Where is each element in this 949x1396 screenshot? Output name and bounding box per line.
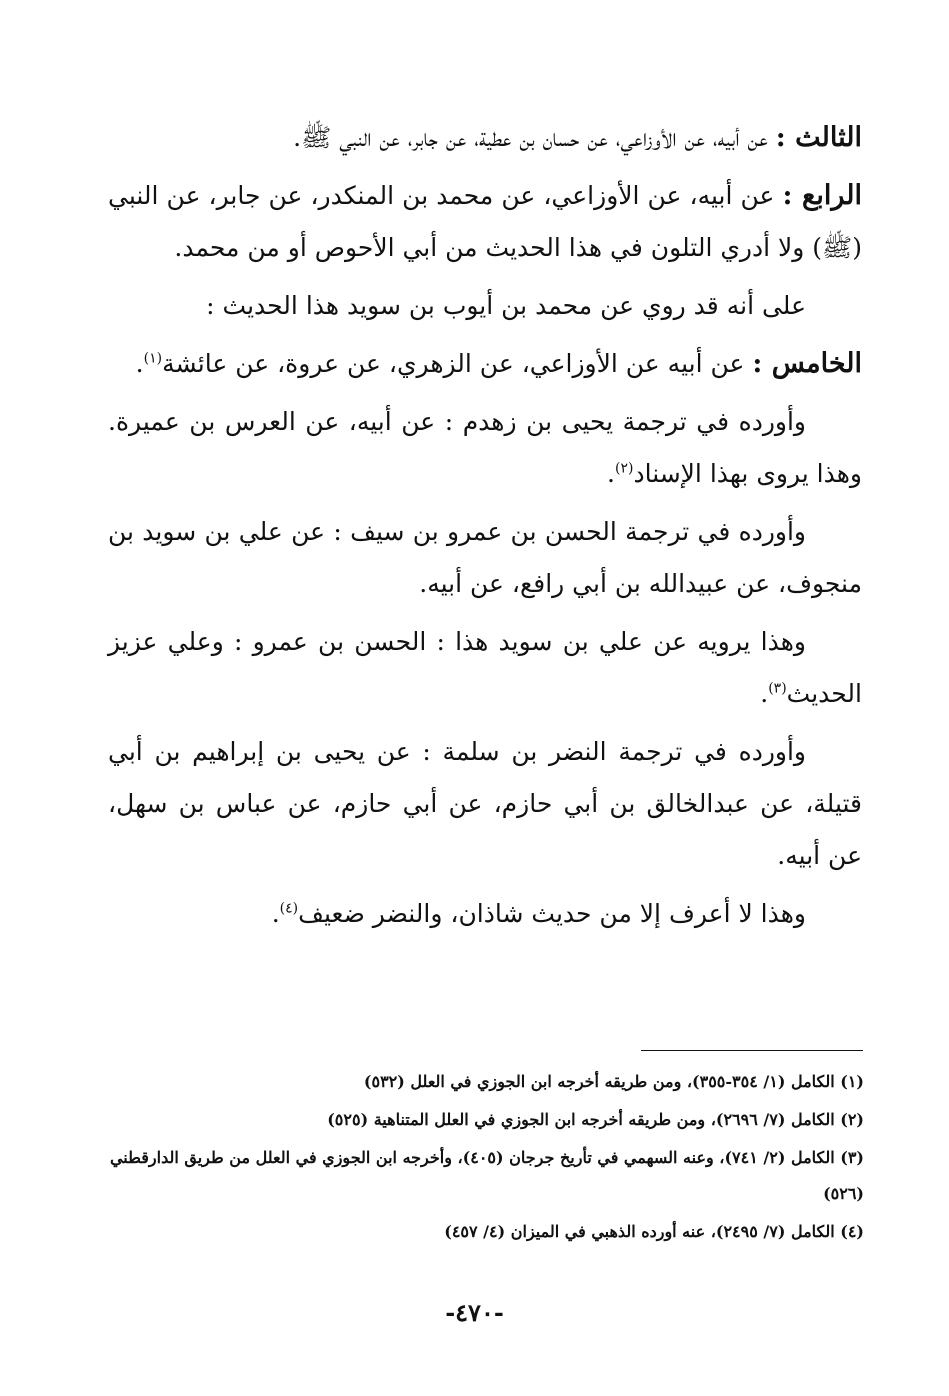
footnote-ref-2[interactable]: (٢) [614,460,634,477]
footnotes [108,1064,864,1252]
paragraph-text: عن أبيه، عن الأوزاعي، عن حسان بن عطية، عن جابر، عن النبي ﷺ. [293,123,776,152]
paragraph-tail: . [607,459,615,488]
footnote-1: (١) الكامل (١/ ٣٥٤-٣٥٥)، ومن طريقه أخرجه ابن الجوزي في العلل (٥٣٢) [363,1072,864,1091]
paragraph-third-chain [108,112,862,164]
footnote-divider [641,1050,863,1051]
paragraph-lead: الرابع : [782,180,862,211]
paragraph-fourth-chain [108,170,862,274]
paragraph-fifth-chain [108,338,862,390]
footnote-ref-3[interactable]: (٣) [768,680,787,697]
paragraph-text: وهذا يرويه عن علي بن سويد هذا : الحسن بن عمرو : وعلي عزيز الحديث [108,627,862,708]
paragraph-text: على أنه قد روي عن محمد بن أيوب بن سويد هذا الحديث : [206,291,806,320]
paragraph-ali-ibn-suwaid [108,616,862,720]
paragraph-text: عن أبيه، عن الأوزاعي، عن محمد بن المنكدر، عن جابر، عن النبي (ﷺ) ولا أدري التلون في هذا الحديث من أبي الأحوص أو من محمد. [108,181,862,262]
paragraph-tail: . [271,899,280,928]
paragraph-lead: الخامس : [752,348,862,379]
paragraph-lead: الثالث : [775,122,862,153]
paragraph-text: وأورده في ترجمة الحسن بن عمرو بن سيف : عن علي بن سويد بن منجوف، عن عبيدالله بن أبي رافع، عن أبيه. [108,517,862,598]
footnote-4: (٤) الكامل (٧/ ٢٤٩٥)، عنه أورده الذهبي في الميزان (٤/ ٤٥٧) [444,1222,864,1241]
paragraph-shadhan [108,888,862,940]
paragraph-text: عن أبيه عن الأوزاعي، عن الزهري، عن عروة، عن عائشة [162,349,753,378]
paragraph-text: وأورده في ترجمة يحيى بن زهدم : عن أبيه، عن العرس بن عميرة. وهذا يروى بهذا الإسناد [108,407,862,488]
paragraph-tail: . [135,349,144,378]
paragraph-nadr-ibn-salama [108,726,862,882]
paragraph-text: وأورده في ترجمة النضر بن سلمة : عن يحيى بن إبراهيم بن أبي قتيلة، عن عبدالخالق بن أبي حازم، عن أبي حازم، عن عباس بن سهل، عن أبيه. [108,737,862,870]
footnote-ref-4[interactable]: (٤) [279,900,299,917]
footnote-2: (٢) الكامل (٧/ ٢٦٩٦)، ومن طريقه أخرجه ابن الجوزي في العلل المتناهية (٥٢٥) [327,1110,864,1129]
paragraph-text: وهذا لا أعرف إلا من حديث شاذان، والنضر ضعيف [298,899,806,928]
footnote-ref-1[interactable]: (١) [143,350,163,367]
main-text [108,112,862,946]
paragraph-intro [108,280,862,332]
paragraph-tail: . [760,679,769,708]
footnote-3: (٣) الكامل (٢/ ٧٤١)، وعنه السهمي في تأريخ جرجان (٤٠٥)، وأخرجه ابن الجوزي في العلل من طريق الدارقطني (٥٢٦) [109,1148,864,1203]
paragraph-hasan-ibn-amr [108,506,862,610]
paragraph-yahya-ibn-zahdam [108,396,862,500]
page-number: -٤٧٠- [445,1298,504,1327]
